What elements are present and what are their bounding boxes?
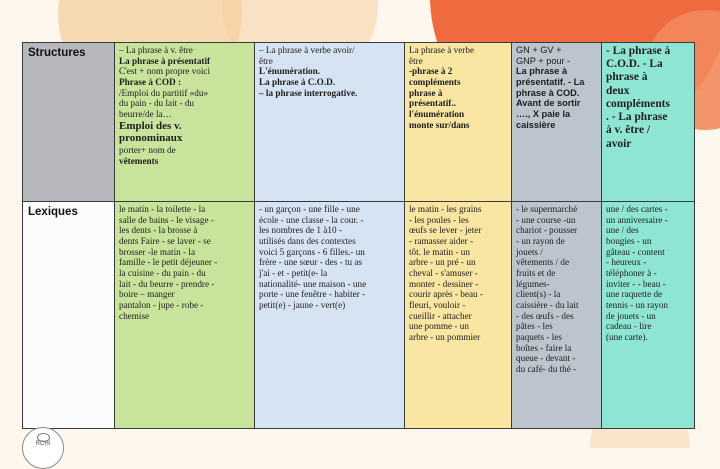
cell-line: du pain - du lait - du <box>119 98 195 109</box>
cell-line: phrase à COD. <box>516 87 580 98</box>
table-row-structures <box>23 43 695 202</box>
cell-line: frère - une sœur - des - tu as <box>259 257 363 268</box>
cell-line: présentatif.. <box>409 98 456 109</box>
cell-line: téléphoner à - <box>606 268 657 279</box>
cell-line: - un rayon de <box>516 236 565 247</box>
publisher-logo <box>22 427 64 469</box>
logo-text: RCHI <box>35 441 51 447</box>
cell-line: la cuisine - du pain - du <box>119 268 206 279</box>
cell-line: La phrase à présentatif <box>119 55 211 66</box>
cell-line: à v. être / <box>606 124 651 137</box>
cell-line: les dents - la brosse à <box>119 225 198 236</box>
cell-line: brosser -le matin - la <box>119 246 196 257</box>
structures-cell-5 <box>602 43 695 202</box>
cell-line: pronominaux <box>119 132 183 145</box>
cell-line: - des œufs - des <box>516 310 574 321</box>
cell-line: La phrase à <box>516 66 568 77</box>
cell-line: - La phrase à <box>606 45 671 57</box>
cell-line: boîtes - faire la <box>516 342 572 353</box>
cell-line: nationalité- une maison - une <box>259 278 367 289</box>
cell-line: le matin - les grains <box>409 204 482 214</box>
cell-line: L'énumération. <box>259 66 320 77</box>
cell-line: client(s) - la <box>516 289 561 300</box>
cell-line: Emploi des v. <box>119 119 182 132</box>
cell-line: une / des cartes - <box>606 204 668 214</box>
cell-line: une / des <box>606 225 639 236</box>
cell-line: chemise <box>119 310 150 321</box>
structures-cell-3 <box>405 43 512 202</box>
lexiques-cell-1 <box>115 202 255 429</box>
cell-line: porter+ nom de <box>119 145 176 156</box>
lexiques-cell-3 <box>405 202 512 429</box>
row-header-structures: Structures <box>23 43 115 202</box>
cell-line: (une carte). <box>606 332 648 343</box>
cell-line: queue - devant - <box>516 353 576 364</box>
cell-line: cueillir - attacher <box>409 310 472 321</box>
cell-line: les nombres de 1 à10 - <box>259 225 342 236</box>
cell-line: C.O.D. - La <box>606 58 663 71</box>
cell-line: …., X paie la <box>516 109 571 120</box>
cell-line: inviter - - beau - <box>606 278 666 289</box>
cell-line: être <box>409 55 423 66</box>
lexiques-cell-4 <box>512 202 602 429</box>
cell-line: compléments <box>409 77 461 88</box>
cell-line: gâteau - content <box>606 246 665 257</box>
lexiques-cell-2 <box>255 202 405 429</box>
cell-line: Avant de sortir <box>516 98 581 109</box>
cell-line: chariot - pousser <box>516 225 578 236</box>
cell-line: vêtements / de <box>516 257 570 268</box>
row-header-lexiques: Lexiques <box>23 202 115 429</box>
cell-line: une pomme - un <box>409 321 469 332</box>
cell-line: deux <box>606 84 630 97</box>
cell-line: – La phrase à v. être <box>119 45 193 55</box>
cell-line: GN + GV + <box>516 45 562 55</box>
cell-line: caissière <box>516 119 556 130</box>
cell-line: - les poules - les <box>409 214 469 225</box>
structures-cell-4 <box>512 43 602 202</box>
cell-line: monter - dessiner - <box>409 278 479 289</box>
cell-line: La phrase à C.O.D. <box>259 77 336 88</box>
cell-line: . - La phrase <box>606 111 668 124</box>
cell-line: monte sur/dans <box>409 119 470 130</box>
cell-line: - une course -un <box>516 214 576 225</box>
cell-line: être <box>259 55 273 66</box>
cell-line: de jouets - un <box>606 310 656 321</box>
cell-line: avoir <box>606 137 632 150</box>
cell-line: jouets / <box>516 246 543 257</box>
cell-line: caissière - du lait <box>516 300 579 311</box>
cell-line: bougies - un <box>606 236 652 247</box>
cell-line: – La phrase à verbe avoir/ <box>259 45 355 55</box>
cell-line: boire – manger <box>119 289 175 300</box>
cell-line: l'énumération <box>409 109 465 120</box>
cell-line: j'ai - et - petit(e- la <box>259 268 328 279</box>
cell-line: famille - le petit déjeuner - <box>119 257 218 268</box>
cell-line: un anniversaire - <box>606 214 668 225</box>
cell-line: pantalon - jupe - robe - <box>119 300 204 311</box>
cell-line: Phrase à COD : <box>119 77 182 88</box>
cell-line: utilisés dans des contextes <box>259 236 356 247</box>
cell-line: phrase à <box>409 87 443 98</box>
cell-line: fleuri, vouloir - <box>409 300 466 311</box>
cell-line: compléments <box>606 97 670 110</box>
cell-line: présentatif. - La <box>516 77 585 88</box>
cell-line: -phrase à 2 <box>409 66 453 77</box>
cell-line: du café- du thé - <box>516 364 577 375</box>
cell-line: C'est + nom propre voici <box>119 66 211 77</box>
cell-line: La phrase à verbe <box>409 45 475 55</box>
cell-line: dents Faire - se laver - se <box>119 236 211 247</box>
cell-line: une raquette de <box>606 289 663 300</box>
cell-line: vêtements <box>119 155 159 166</box>
structures-cell-1 <box>115 43 255 202</box>
structures-cell-2 <box>255 43 405 202</box>
cell-line: - un garçon - une fille - une <box>259 204 360 214</box>
cell-line: GNP + pour - <box>516 55 571 66</box>
cell-line: légumes- <box>516 278 550 289</box>
cell-line: salle de bains - le visage - <box>119 214 214 225</box>
cell-line: arbre - un pommier <box>409 332 481 343</box>
cell-line: tôt. le matin - un <box>409 246 470 257</box>
cell-line: - le supermarché <box>516 204 578 214</box>
cell-line: œufs se lever - jeter <box>409 225 482 236</box>
cell-line: porte - une fenêtre - habiter - <box>259 289 366 300</box>
cell-line: cheval - s'amuser - <box>409 268 478 279</box>
cell-line: phrase à <box>606 71 648 84</box>
cell-line: fruits et de <box>516 268 556 279</box>
lexiques-cell-5 <box>602 202 695 429</box>
cell-line: - ramasser aider - <box>409 236 474 247</box>
cell-line: lait - du beurre - prendre - <box>119 278 215 289</box>
cell-line: courir après - beau - <box>409 289 483 300</box>
cell-line: tennis - un rayon <box>606 300 669 311</box>
cell-line: /Emploi du partitif «du» <box>119 87 209 98</box>
table-row-lexiques <box>23 202 695 429</box>
curriculum-table <box>22 42 695 429</box>
cell-line: beurre/de la… <box>119 109 172 120</box>
cell-line: petit(e) - jaune - vert(e) <box>259 300 346 311</box>
cell-line: – la phrase interrogative. <box>259 87 358 98</box>
cell-line: arbre - un pré - un <box>409 257 476 268</box>
cell-line: le matin - la toilette - la <box>119 204 206 214</box>
cell-line: paquets - les <box>516 332 562 343</box>
cell-line: cadeau - lire <box>606 321 652 332</box>
cell-line: école - une classe - la cour. - <box>259 214 364 225</box>
cell-line: pâtes - les <box>516 321 553 332</box>
cell-line: - heureux - <box>606 257 647 268</box>
cell-line: voici 5 garçons - 6 filles.- un <box>259 246 365 257</box>
